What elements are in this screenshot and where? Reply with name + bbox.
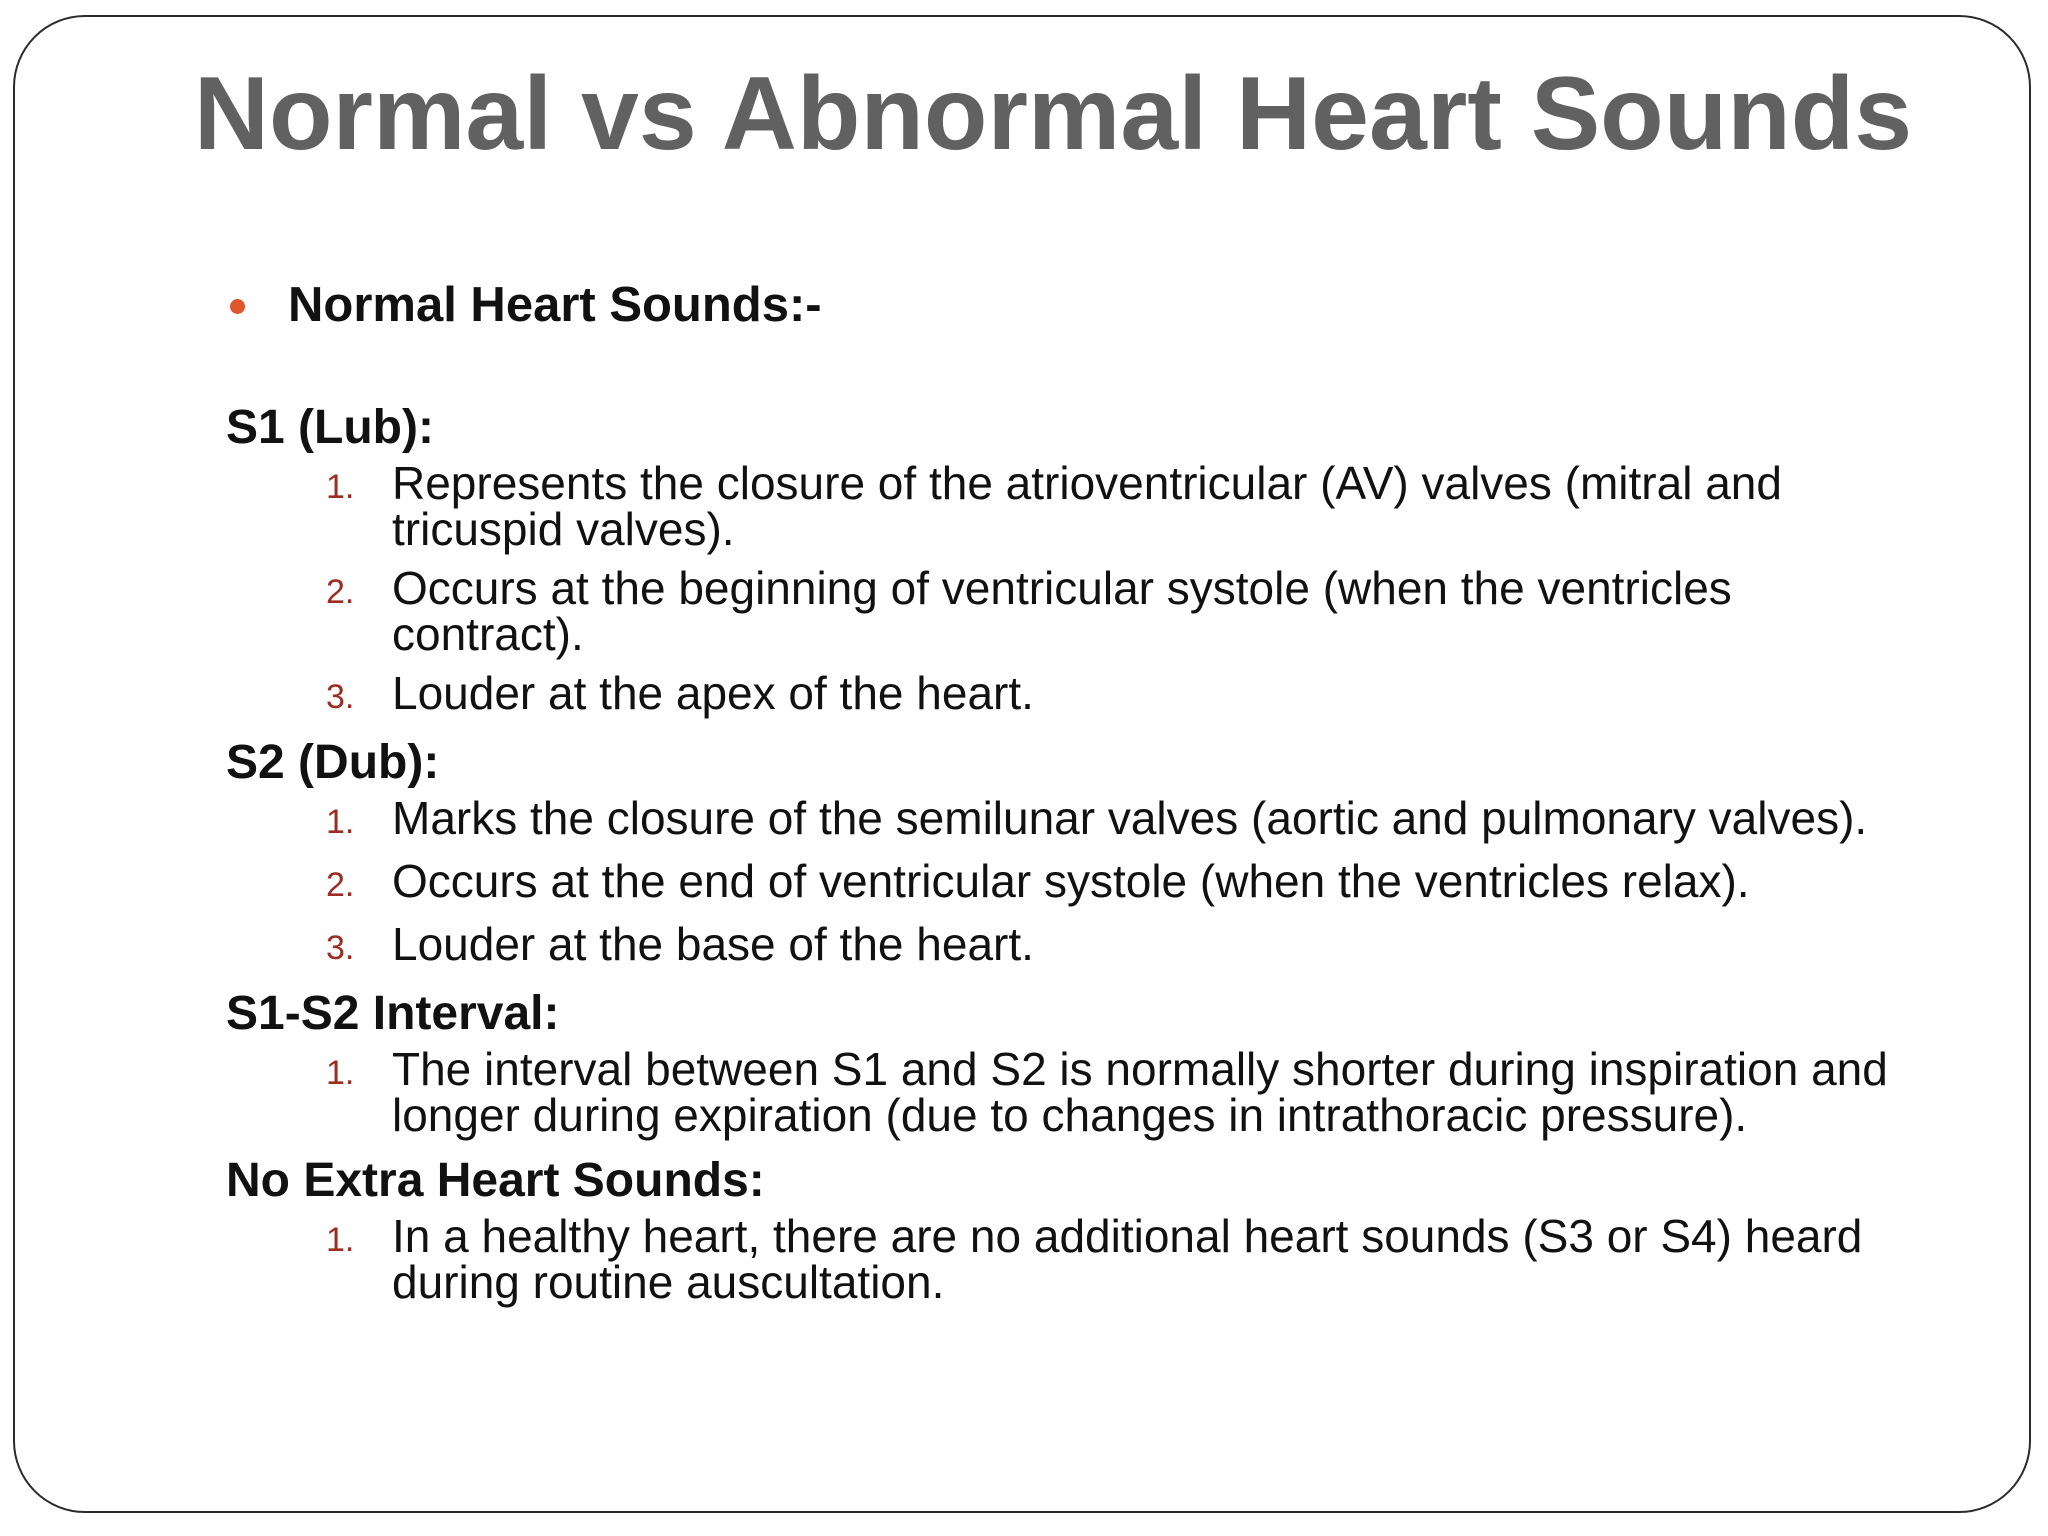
list-item-text: Louder at the apex of the heart. [392, 667, 1034, 719]
list-item [226, 562, 1946, 660]
section [226, 398, 1946, 720]
bullet-heading: Normal Heart Sounds:- [288, 278, 822, 332]
list-item [226, 667, 1946, 720]
list-item-number: 3. [326, 678, 355, 716]
list-item-text: Represents the closure of the atrioventricular (AV) valves (mitral and tricuspid valves). [392, 457, 1782, 555]
section-heading: No Extra Heart Sounds: [226, 1154, 765, 1207]
slide-content [226, 272, 1946, 1318]
list-item-text: Occurs at the beginning of ventricular systole (when the ventricles contract). [392, 562, 1732, 660]
list-item [226, 457, 1946, 555]
numbered-list [226, 792, 1946, 971]
list-item-number: 1. [326, 1054, 355, 1092]
list-item [226, 918, 1946, 971]
list-item-number: 1. [326, 1221, 355, 1259]
list-item-text: In a healthy heart, there are no additional heart sounds (S3 or S4) heard during routine auscultation. [392, 1210, 1863, 1308]
list-item-text: Occurs at the end of ventricular systole (when the ventricles relax). [392, 855, 1750, 907]
section-heading: S1 (Lub): [226, 401, 434, 454]
section [226, 733, 1946, 971]
section-heading: S2 (Dub): [226, 736, 440, 789]
list-item [226, 792, 1946, 845]
list-item [226, 1210, 1946, 1308]
section [226, 984, 1946, 1141]
numbered-list [226, 1210, 1946, 1308]
numbered-list [226, 1043, 1946, 1141]
slide-title: Normal vs Abnormal Heart Sounds [193, 56, 1913, 172]
list-item-number: 3. [326, 929, 355, 967]
bullet-row [230, 272, 1946, 338]
section-heading: S1-S2 Interval: [226, 987, 560, 1040]
list-item [226, 1043, 1946, 1141]
bullet-dot-icon [230, 299, 245, 314]
sections-container [226, 398, 1946, 1308]
numbered-list [226, 457, 1946, 720]
section [226, 1151, 1946, 1308]
list-item-text: Marks the closure of the semilunar valves (aortic and pulmonary valves). [392, 792, 1868, 844]
list-item [226, 855, 1946, 908]
list-item-text: The interval between S1 and S2 is normally shorter during inspiration and longer during expiration (due to changes in intrathoracic pressure). [392, 1043, 1888, 1141]
list-item-number: 1. [326, 468, 355, 506]
list-item-number: 2. [326, 866, 355, 904]
list-item-text: Louder at the base of the heart. [392, 918, 1034, 970]
list-item-number: 1. [326, 803, 355, 841]
list-item-number: 2. [326, 573, 355, 611]
